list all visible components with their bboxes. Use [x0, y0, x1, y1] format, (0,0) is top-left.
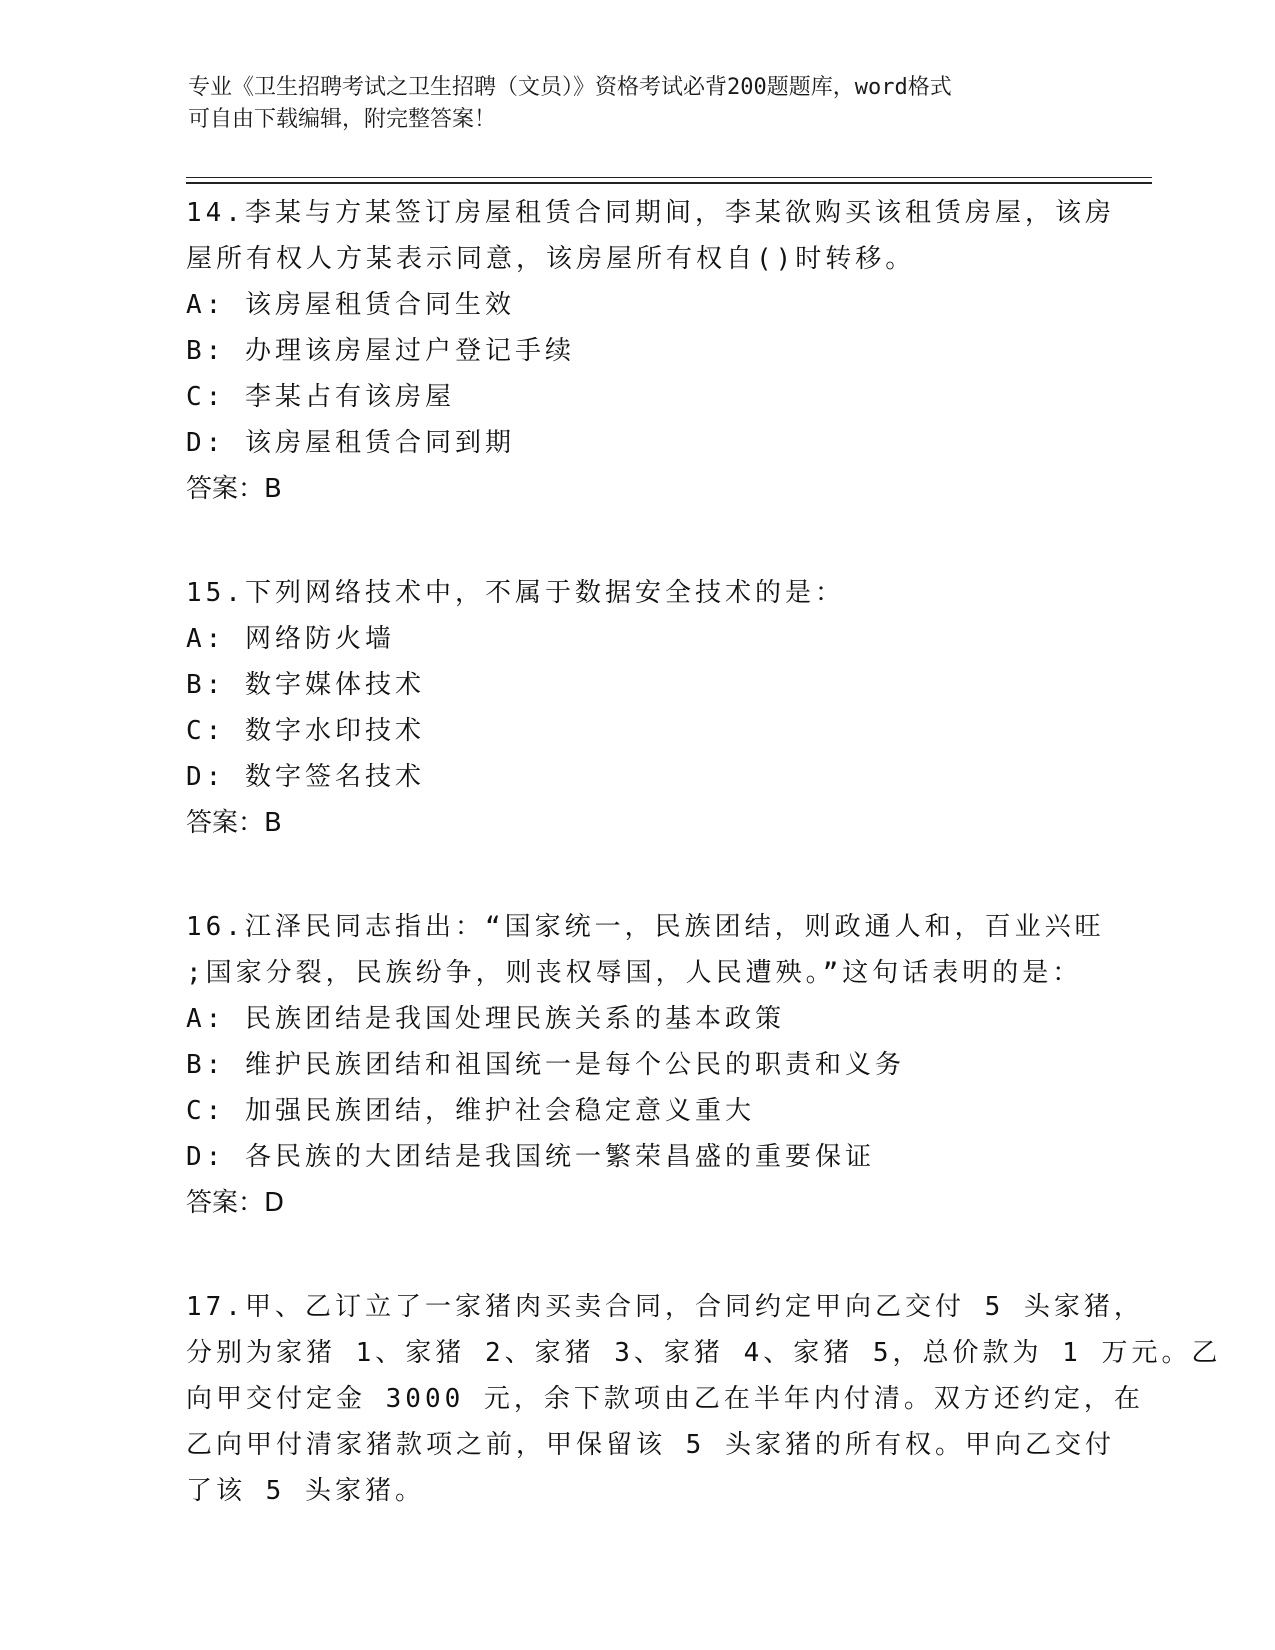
document-header: [188, 72, 1088, 136]
option-b: B: 数字媒体技术: [186, 670, 425, 700]
question-stem-line: 16.江泽民同志指出：“国家统一，民族团结，则政通人和，百业兴旺: [186, 912, 1105, 942]
question-stem-line: 乙向甲付清家猪款项之前，甲保留该 5 头家猪的所有权。甲向乙交付: [186, 1430, 1115, 1460]
header-rule-thick: [186, 182, 1152, 184]
option-c: C: 李某占有该房屋: [186, 382, 455, 412]
question-stem-line: 15.下列网络技术中，不属于数据安全技术的是：: [186, 578, 845, 608]
option-a: A: 民族团结是我国处理民族关系的基本政策: [186, 1004, 785, 1034]
question-stem-line: 屋所有权人方某表示同意，该房屋所有权自()时转移。: [186, 244, 916, 274]
option-d: D: 该房屋租赁合同到期: [186, 428, 515, 458]
question-list: [186, 190, 1222, 1572]
answer: 答案：B: [186, 808, 282, 838]
header-line-1: 专业《卫生招聘考试之卫生招聘（文员）》资格考试必背200题题库，word格式: [188, 75, 952, 100]
question-stem-line: ;国家分裂，民族纷争，则丧权辱国，人民遭殃。”这句话表明的是：: [186, 958, 1083, 988]
answer: 答案：D: [186, 1188, 285, 1218]
question-16: [186, 904, 1105, 1226]
question-14: [186, 190, 1115, 512]
option-d: D: 各民族的大团结是我国统一繁荣昌盛的重要保证: [186, 1142, 875, 1172]
option-c: C: 数字水印技术: [186, 716, 425, 746]
question-15: [186, 570, 1086, 846]
option-a: A: 该房屋租赁合同生效: [186, 290, 515, 320]
question-stem-line: 向甲交付定金 3000 元，余下款项由乙在半年内付清。双方还约定，在: [186, 1384, 1144, 1414]
option-d: D: 数字签名技术: [186, 762, 425, 792]
header-rule-thin: [186, 177, 1152, 178]
option-a: A: 网络防火墙: [186, 624, 395, 654]
question-stem-line: 17.甲、乙订立了一家猪肉买卖合同，合同约定甲向乙交付 5 头家猪，: [186, 1292, 1144, 1322]
header-line-2: 可自由下载编辑，附完整答案！: [188, 107, 497, 132]
question-stem-line: 14.李某与方某签订房屋租赁合同期间，李某欲购买该租赁房屋，该房: [186, 198, 1115, 228]
option-b: B: 办理该房屋过户登记手续: [186, 336, 575, 366]
option-c: C: 加强民族团结，维护社会稳定意义重大: [186, 1096, 755, 1126]
question-17: [186, 1284, 1222, 1514]
question-stem-line: 分别为家猪 1、家猪 2、家猪 3、家猪 4、家猪 5，总价款为 1 万元。乙: [186, 1338, 1222, 1368]
option-b: B: 维护民族团结和祖国统一是每个公民的职责和义务: [186, 1050, 905, 1080]
question-stem-line: 了该 5 头家猪。: [186, 1476, 425, 1506]
answer: 答案：B: [186, 474, 282, 504]
